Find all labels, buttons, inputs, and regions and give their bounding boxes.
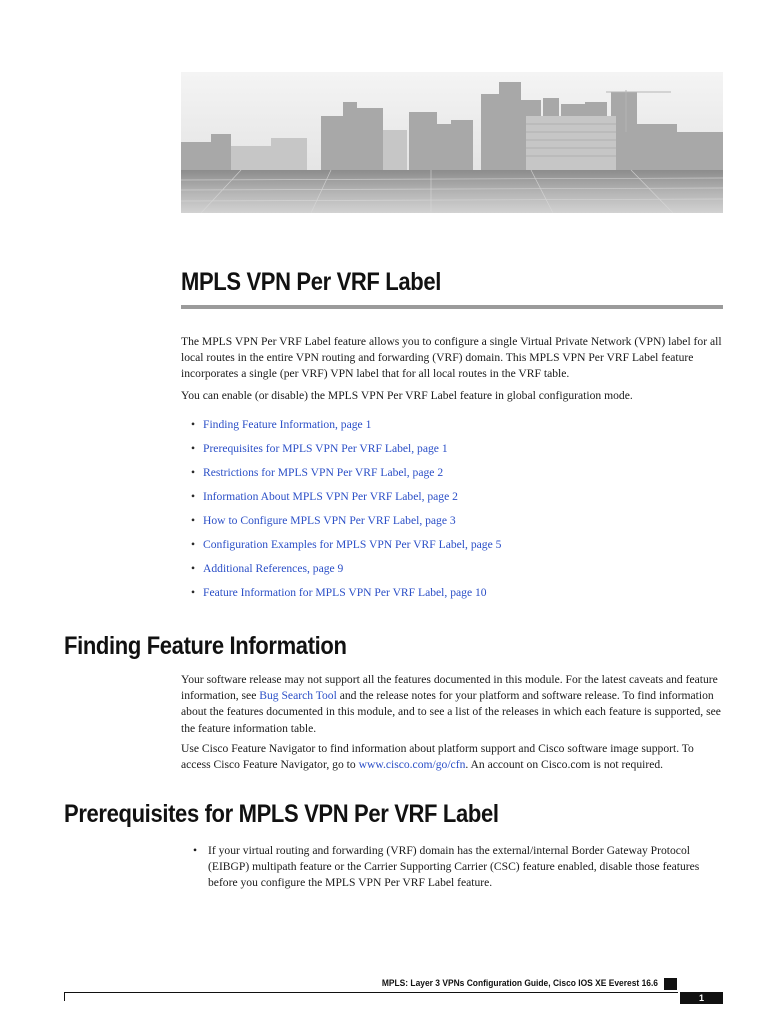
navigator-text-start: Use Cisco Feature Navigator to find information about platform support and Cisco software image support. To access Cisco Feature Navigator, go to (181, 742, 694, 772)
toc-link-additional-references[interactable]: Additional References, page 9 (203, 562, 344, 575)
finding-text-end: and the release notes for your platform and software release. To find information about the features documented in this module, and to see a list of the releases in which each feature is supported, see the feature information table. (181, 689, 721, 735)
finding-paragraph (181, 672, 726, 737)
toc-link-finding-feature-information[interactable]: Finding Feature Information, page 1 (203, 418, 372, 431)
bullet-icon: • (191, 586, 196, 599)
intro-paragraph-mode: You can enable (or disable) the MPLS VPN Per VRF Label feature in global configuration mode. (181, 389, 633, 402)
section-heading-prerequisites: Prerequisites for MPLS VPN Per VRF Label (64, 800, 499, 828)
bullet-icon: • (191, 490, 196, 503)
prerequisite-text: If your virtual routing and forwarding (VRF) domain has the external/internal Border Gateway Protocol (EIBGP) multipath feature or the Carrier Supporting Carrier (CSC) feature enabled, disable those features before you configure the MPLS VPN Per VRF Label feature. (208, 844, 700, 890)
bullet-icon: • (191, 442, 196, 455)
page-number: 1 (680, 992, 723, 1004)
finding-text-start: Your software release may not support all the features documented in this module. For the latest caveats and feature information, see (181, 673, 718, 703)
footer-rule (64, 992, 678, 993)
feature-navigator-paragraph (181, 741, 726, 773)
intro-paragraph: The MPLS VPN Per VRF Label feature allows you to configure a single Virtual Private Network (VPN) label for all local routes in the entire VPN routing and forwarding (VRF) domain. This MPLS VPN Per VRF Label feature incorporates a single (per VRF) VPN label that for all local routes in the VRF table. (181, 335, 722, 381)
footer-guide-title: MPLS: Layer 3 VPNs Configuration Guide, Cisco IOS XE Everest 16.6 (381, 977, 658, 988)
toc-item (191, 582, 501, 606)
bug-search-tool-link[interactable]: Bug Search Tool (259, 689, 337, 703)
toc-item (191, 462, 501, 486)
navigator-text-end: . An account on Cisco.com is not required. (465, 758, 664, 772)
bullet-icon: • (191, 418, 196, 431)
prerequisite-bullet (193, 843, 730, 892)
bullet-icon: • (191, 538, 196, 551)
section-heading-finding-feature-information: Finding Feature Information (64, 632, 347, 660)
footer-rule-tick (64, 992, 65, 1001)
toc-item (191, 534, 501, 558)
bullet-icon: • (191, 466, 196, 479)
toc-item (191, 414, 501, 438)
table-of-contents (191, 414, 501, 606)
header-city-skyline-image (181, 72, 723, 213)
toc-link-how-to-configure[interactable]: How to Configure MPLS VPN Per VRF Label, page 3 (203, 514, 456, 527)
bullet-icon: • (191, 514, 196, 527)
toc-item (191, 558, 501, 582)
cisco-cfn-link[interactable]: www.cisco.com/go/cfn (358, 758, 466, 772)
toc-item (191, 486, 501, 510)
toc-link-feature-information[interactable]: Feature Information for MPLS VPN Per VRF Label, page 10 (203, 586, 487, 599)
toc-item (191, 438, 501, 462)
footer-marker (664, 978, 677, 990)
toc-item (191, 510, 501, 534)
toc-link-information-about[interactable]: Information About MPLS VPN Per VRF Label, page 2 (203, 490, 458, 503)
bullet-icon: • (193, 844, 198, 857)
toc-link-configuration-examples[interactable]: Configuration Examples for MPLS VPN Per VRF Label, page 5 (203, 538, 502, 551)
toc-link-restrictions[interactable]: Restrictions for MPLS VPN Per VRF Label, page 2 (203, 466, 444, 479)
document-title: MPLS VPN Per VRF Label (181, 268, 441, 296)
bullet-icon: • (191, 562, 196, 575)
title-divider (181, 305, 723, 309)
toc-link-prerequisites[interactable]: Prerequisites for MPLS VPN Per VRF Label, page 1 (203, 442, 448, 455)
